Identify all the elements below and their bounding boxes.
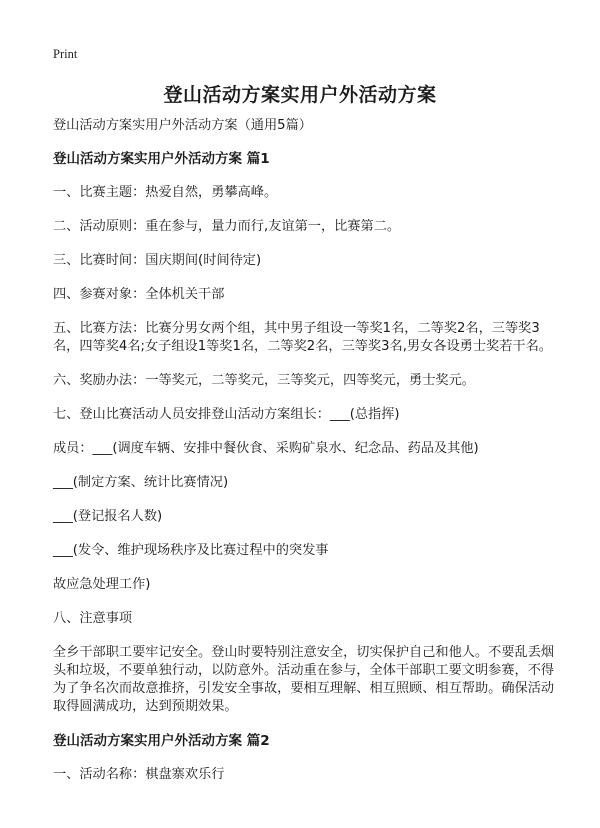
document-body (53, 117, 560, 800)
paragraph: 六、奖励办法：一等奖元，二等奖元，三等奖元，四等奖元，勇士奖元。 (53, 373, 475, 388)
paragraph: ___(发令、维护现场秩序及比赛过程中的突发事 (53, 543, 329, 558)
section-heading-2: 登山活动方案实用户外活动方案 篇2 (53, 733, 270, 749)
paragraph: 成员：___(调度车辆、安排中餐伙食、采购矿泉水、纪念品、药品及其他) (53, 441, 479, 456)
paragraph: 四、参赛对象：全体机关干部 (53, 287, 225, 302)
paragraph: ___(制定方案、统计比赛情况) (53, 475, 229, 490)
document-title: 登山活动方案实用户外活动方案 (163, 84, 437, 106)
paragraph: 全乡干部职工要牢记安全。登山时要特别注意安全，切实保护自己和他人。不要乱丢烟头和垃圾，不要单独行动，以防意外。活动重在参与，全体干部职工要文明参赛，不得为了争名次而故意推挤，引发安全事故，要相互理解、相互照顾、相互帮助。确保活动取得圆满成功，达到预期效果。 (53, 645, 555, 714)
paragraph: 一、活动名称：棋盘寨欢乐行 (53, 767, 225, 782)
paragraph: 故应急处理工作) (53, 577, 151, 592)
paragraph: 五、比赛方法：比赛分男女两个组，其中男子组设一等奖1名，二等奖2名，三等奖3名，四等奖4名;女子组设1等奖1名，二等奖2名，三等奖3名,男女各设勇士奖若干名。 (53, 321, 552, 354)
paragraph: 七、登山比赛活动人员安排登山活动方案组长：___(总指挥) (53, 407, 400, 422)
print-label[interactable]: Print (53, 47, 78, 61)
paragraph: 一、比赛主题：热爱自然，勇攀高峰。 (53, 185, 278, 200)
section-heading-1: 登山活动方案实用户外活动方案 篇1 (53, 151, 270, 167)
paragraph: ___(登记报名人数) (53, 509, 163, 524)
paragraph: 八、注意事项 (53, 611, 133, 626)
paragraph: 二、活动原则：重在参与，量力而行,友谊第一，比赛第二。 (53, 219, 401, 234)
document-subtitle: 登山活动方案实用户外活动方案（通用5篇） (53, 118, 312, 133)
paragraph: 三、比赛时间：国庆期间(时间待定) (53, 253, 262, 268)
